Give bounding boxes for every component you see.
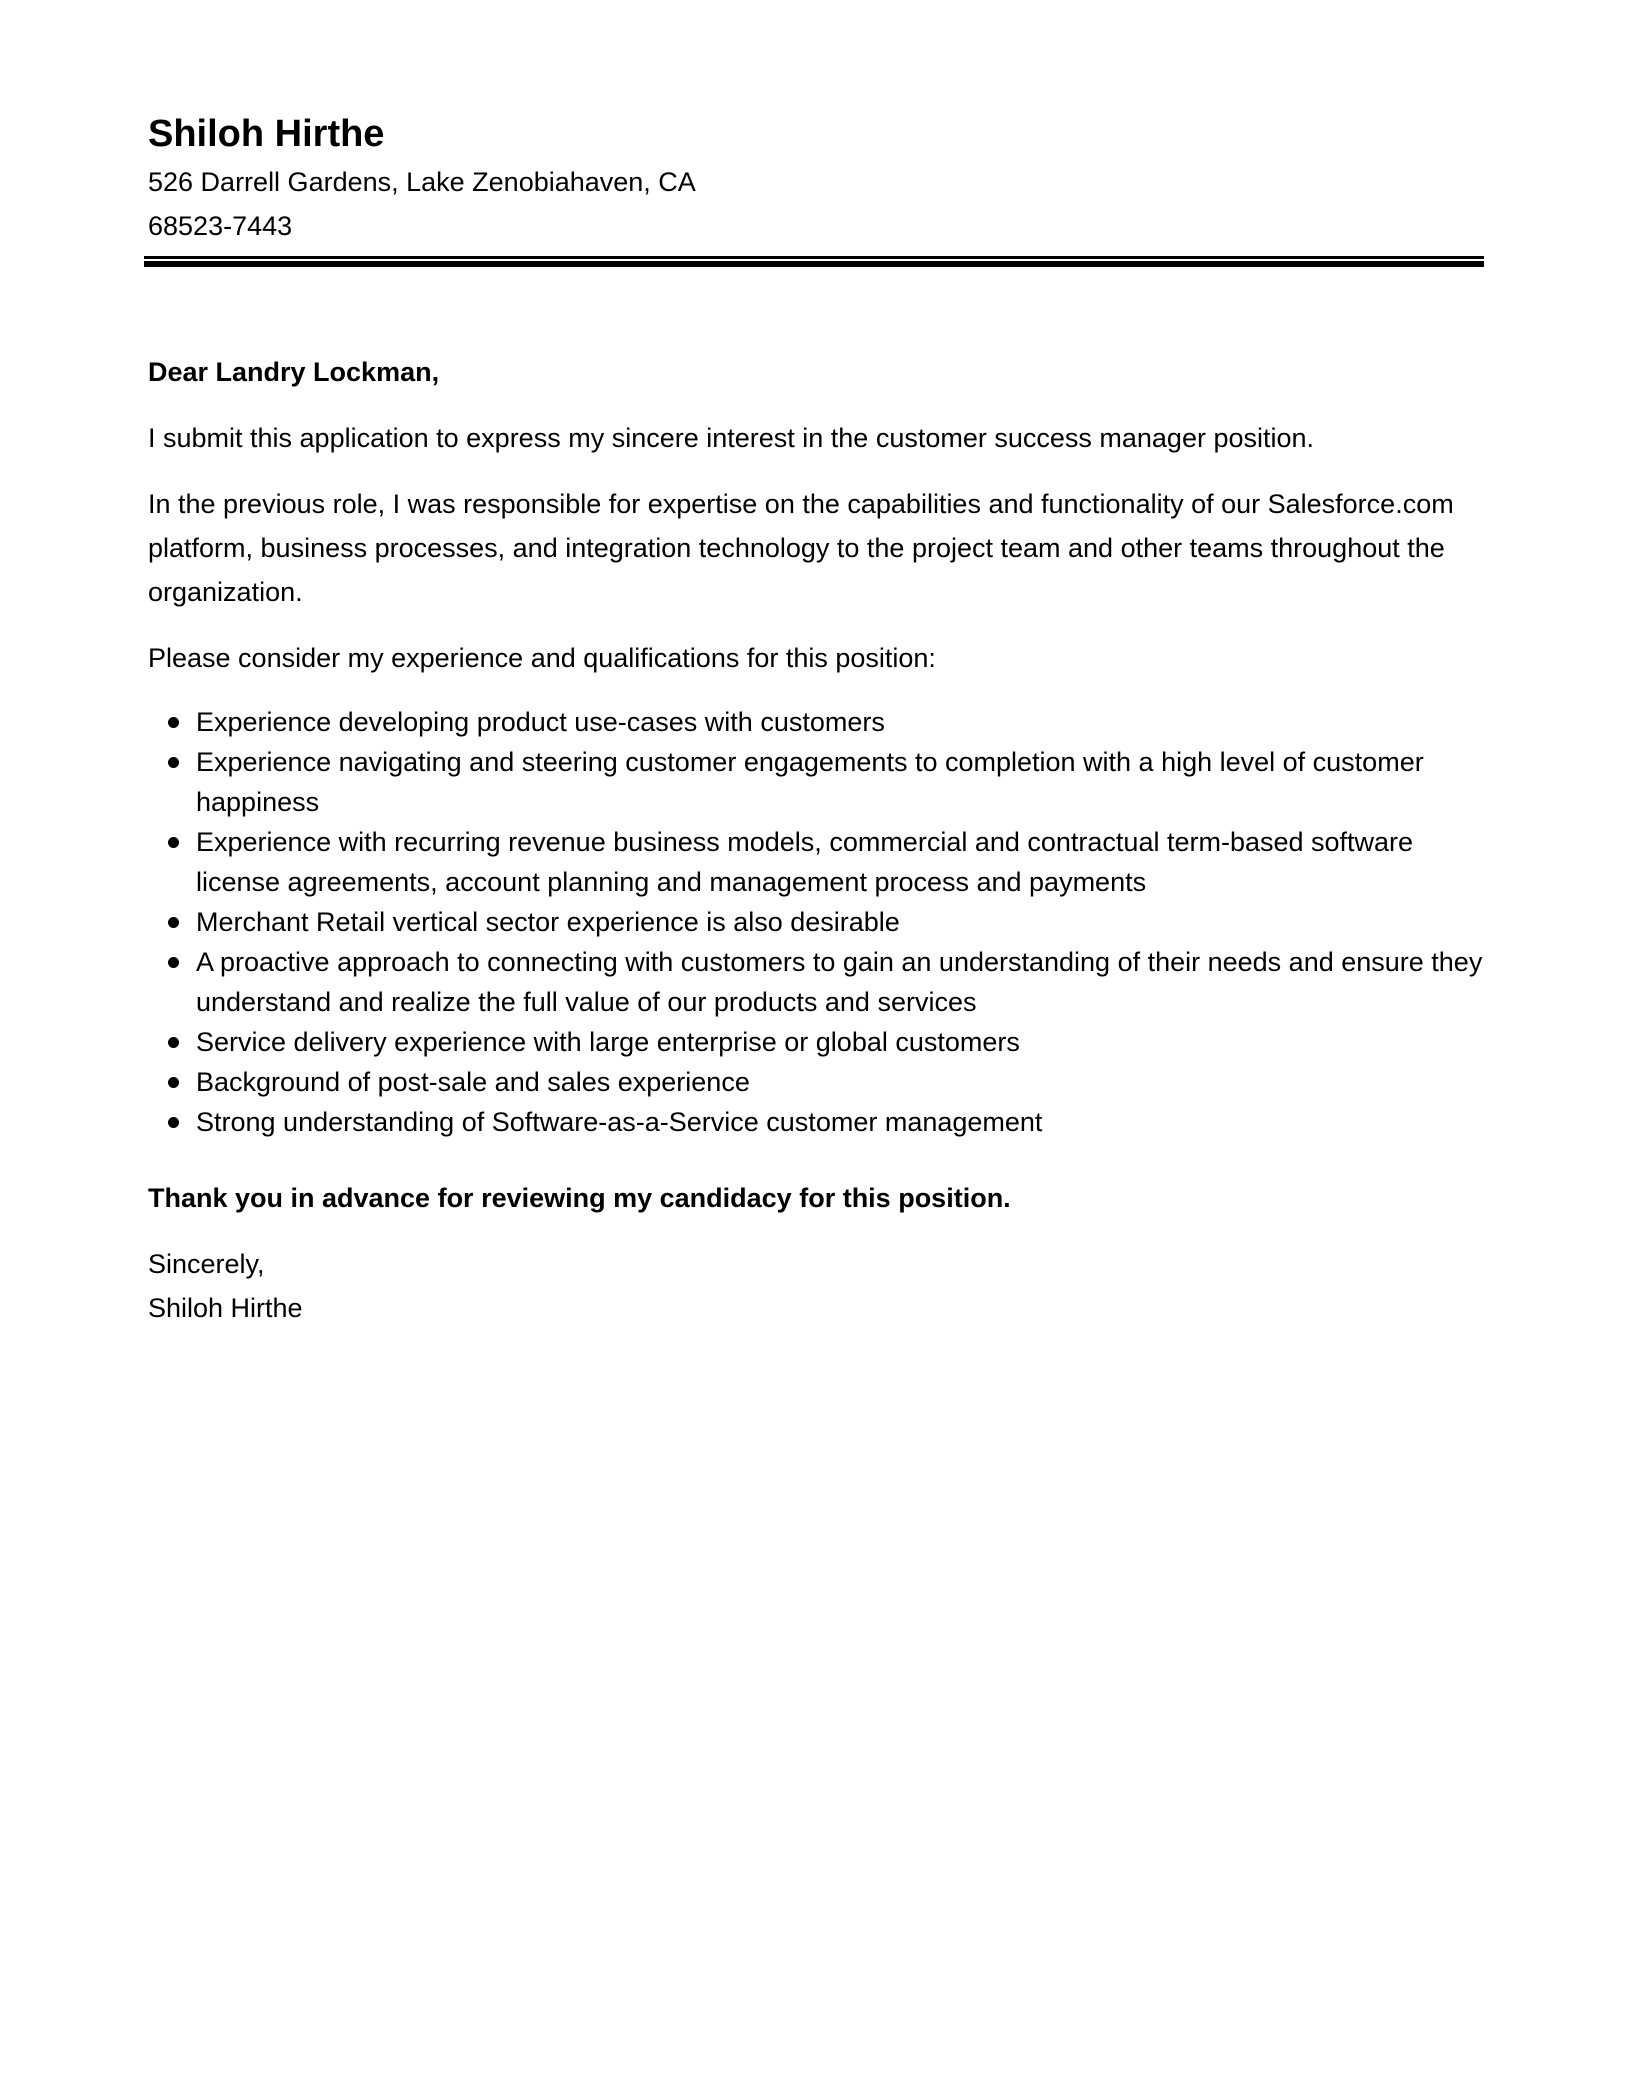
bullet-icon xyxy=(168,917,179,928)
list-item xyxy=(148,742,1488,822)
list-item xyxy=(148,702,1488,742)
qualification-text: Experience with recurring revenue business models, commercial and contractual term-based software license agreements, account planning and management process and payments xyxy=(196,827,1414,897)
list-item xyxy=(148,942,1488,1022)
qualification-text: A proactive approach to connecting with customers to gain an understanding of their needs and ensure they understand and realize the full value of our products and services xyxy=(196,947,1483,1017)
bullet-icon xyxy=(168,957,179,968)
bullet-icon xyxy=(168,1077,179,1088)
qualification-text: Merchant Retail vertical sector experience is also desirable xyxy=(196,907,900,937)
bullet-icon xyxy=(168,757,179,768)
header-divider xyxy=(144,256,1484,266)
sender-name: Shiloh Hirthe xyxy=(148,113,385,155)
qualifications-list xyxy=(148,702,1488,1142)
closing-statement: Thank you in advance for reviewing my candidacy for this position. xyxy=(148,1183,1011,1213)
list-item xyxy=(148,1102,1488,1142)
qualification-text: Service delivery experience with large enterprise or global customers xyxy=(196,1027,1020,1057)
bullet-icon xyxy=(168,837,179,848)
signature-name: Shiloh Hirthe xyxy=(148,1293,303,1323)
list-item xyxy=(148,822,1488,902)
previous-role-paragraph: In the previous role, I was responsible for expertise on the capabilities and functionality of our Salesforce.com platform, business processes, and integration technology to the project team and other teams throughout the organization. xyxy=(148,489,1454,607)
qualification-text: Experience developing product use-cases with customers xyxy=(196,707,885,737)
bullet-icon xyxy=(168,717,179,728)
sender-address-line1: 526 Darrell Gardens, Lake Zenobiahaven, CA xyxy=(148,167,696,197)
letter-body xyxy=(148,350,1488,1330)
bullet-icon xyxy=(168,1037,179,1048)
qualification-text: Strong understanding of Software-as-a-Service customer management xyxy=(196,1107,1043,1137)
letter-header xyxy=(148,108,1488,248)
list-item xyxy=(148,1062,1488,1102)
header-divider-thin-line xyxy=(144,256,1484,259)
intro-paragraph: I submit this application to express my sincere interest in the customer success manager position. xyxy=(148,423,1315,453)
bullet-icon xyxy=(168,1117,179,1128)
consider-paragraph: Please consider my experience and qualifications for this position: xyxy=(148,643,936,673)
header-divider-thick-line xyxy=(144,261,1484,267)
salutation: Dear Landry Lockman, xyxy=(148,357,440,387)
qualification-text: Experience navigating and steering customer engagements to completion with a high level of customer happiness xyxy=(196,747,1424,817)
sender-address-line2: 68523-7443 xyxy=(148,211,293,241)
list-item xyxy=(148,902,1488,942)
list-item xyxy=(148,1022,1488,1062)
qualification-text: Background of post-sale and sales experience xyxy=(196,1067,750,1097)
signoff: Sincerely, xyxy=(148,1249,265,1279)
